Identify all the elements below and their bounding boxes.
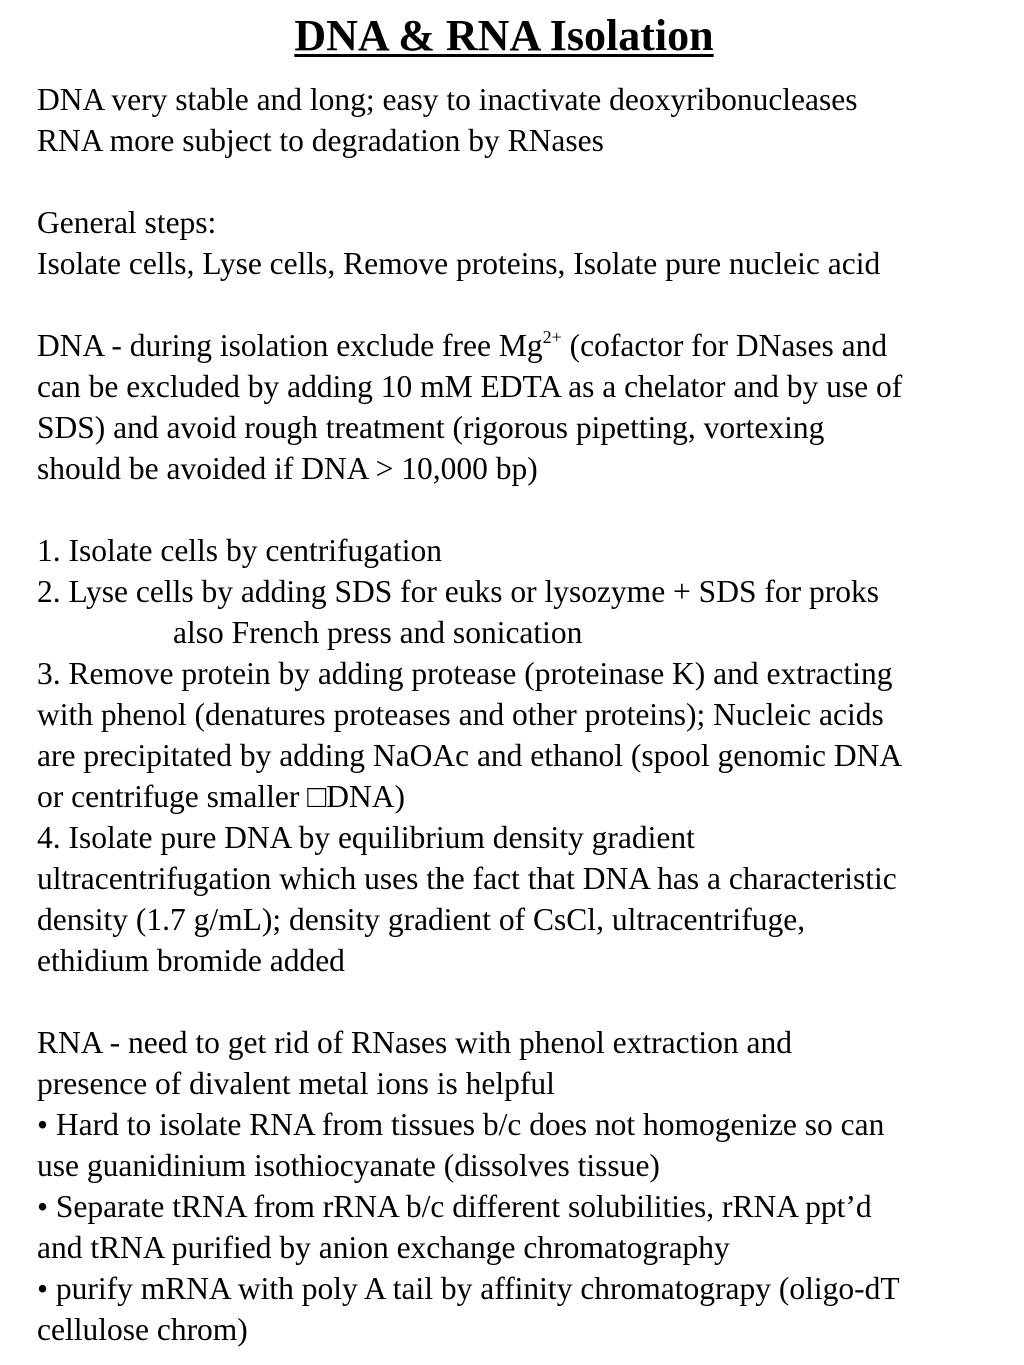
dna-paragraph-line: [37, 325, 1012, 366]
slide-body: [37, 79, 1012, 1350]
spacer: [37, 981, 1012, 1022]
slide-title: DNA & RNA Isolation: [294, 11, 714, 60]
step-4-line: density (1.7 g/mL); density gradient of CsCl, ultracentrifuge,: [37, 902, 806, 937]
spacer: [37, 284, 1012, 325]
rna-paragraph-line: presence of divalent metal ions is helpful: [37, 1066, 555, 1101]
rna-bullet-3-line: cellulose chrom): [37, 1312, 248, 1347]
dna-paragraph-line: SDS) and avoid rough treatment (rigorous pipetting, vortexing: [37, 410, 825, 445]
general-steps-list: Isolate cells, Lyse cells, Remove proteins, Isolate pure nucleic acid: [37, 246, 881, 281]
intro-line-dna: DNA very stable and long; easy to inactivate deoxyribonucleases: [37, 82, 858, 117]
rna-paragraph-line: RNA - need to get rid of RNases with phenol extraction and: [37, 1025, 792, 1060]
rna-bullet-2: • Separate tRNA from rRNA b/c different solubilities, rRNA ppt’d: [37, 1189, 872, 1224]
intro-line-rna: RNA more subject to degradation by RNases: [37, 123, 604, 158]
step-3: 3. Remove protein by adding protease (proteinase K) and extracting: [37, 656, 893, 691]
step-1: 1. Isolate cells by centrifugation: [37, 533, 442, 568]
general-steps-heading: General steps:: [37, 205, 217, 240]
dna-paragraph-line: can be excluded by adding 10 mM EDTA as a chelator and by use of: [37, 369, 903, 404]
spacer: [37, 489, 1012, 530]
step-2-continuation: also French press and sonication: [173, 615, 583, 650]
step-3-line: with phenol (denatures proteases and other proteins); Nucleic acids: [37, 697, 884, 732]
rna-bullet-2-line: and tRNA purified by anion exchange chromatography: [37, 1230, 730, 1265]
step-4-line: ethidium bromide added: [37, 943, 345, 978]
spacer: [37, 161, 1012, 202]
rna-bullet-3: • purify mRNA with poly A tail by affinity chromatograpy (oligo-dT: [37, 1271, 900, 1306]
step-4: 4. Isolate pure DNA by equilibrium density gradient: [37, 820, 695, 855]
step-3-line: are precipitated by adding NaOAc and ethanol (spool genomic DNA: [37, 738, 903, 773]
rna-bullet-1-line: use guanidinium isothiocyanate (dissolves tissue): [37, 1148, 660, 1183]
rna-bullet-1: • Hard to isolate RNA from tissues b/c does not homogenize so can: [37, 1107, 885, 1142]
step-2: 2. Lyse cells by adding SDS for euks or lysozyme + SDS for proks: [37, 574, 879, 609]
step-4-line: ultracentrifugation which uses the fact that DNA has a characteristic: [37, 861, 897, 896]
step-3-line: or centrifuge smaller □DNA): [37, 779, 406, 814]
dna-paragraph-line: should be avoided if DNA > 10,000 bp): [37, 451, 538, 486]
dna-text-post: (cofactor for DNases and: [561, 328, 888, 363]
dna-text-pre: DNA - during isolation exclude free Mg: [37, 328, 543, 363]
mg-charge-superscript: 2+: [542, 327, 562, 347]
